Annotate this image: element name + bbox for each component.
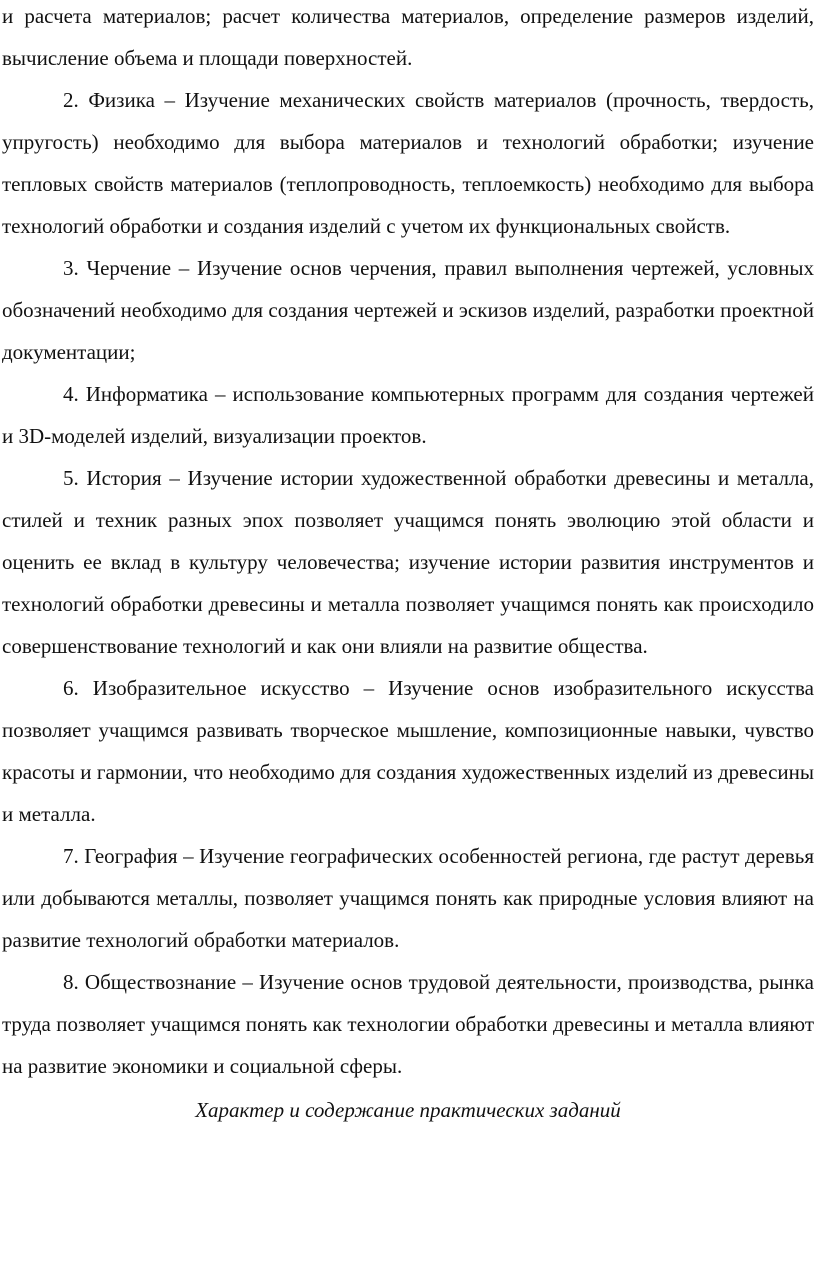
paragraph-physics: 2. Физика – Изучение механических свойств материалов (прочность, твердость, упругость) необходимо для выбора материалов и технологий обработки; изучение тепловых свойств материалов (теплопроводность, теплоемкость) необходимо для выбора технологий обработки и создания изделий с учетом их функциональных свойств.	[2, 88, 814, 238]
section-heading: Характер и содержание практических заданий	[195, 1098, 621, 1122]
paragraph-geography: 7. География – Изучение географических особенностей региона, где растут деревья или добываются металлы, позволяет учащимся понять как природные условия влияют на развитие технологий обработки материалов.	[2, 844, 814, 952]
paragraph-continuation: и расчета материалов; расчет количества материалов, определение размеров изделий, вычисление объема и площади поверхностей.	[2, 4, 814, 70]
paragraph-social-studies: 8. Обществознание – Изучение основ трудовой деятельности, производства, рынка труда позволяет учащимся понять как технологии обработки древесины и металла влияют на развитие экономики и социальной сферы.	[2, 970, 814, 1078]
paragraph-informatics: 4. Информатика – использование компьютерных программ для создания чертежей и 3D-моделей изделий, визуализации проектов.	[2, 382, 814, 448]
paragraph-history: 5. История – Изучение истории художественной обработки древесины и металла, стилей и техник разных эпох позволяет учащимся понять эволюцию этой области и оценить ее вклад в культуру человечества; изучение истории развития инструментов и технологий обработки древесины и металла позволяет учащимся понять как происходило совершенствование технологий и как они влияли на развитие общества.	[2, 466, 814, 658]
paragraph-drafting: 3. Черчение – Изучение основ черчения, правил выполнения чертежей, условных обозначений необходимо для создания чертежей и эскизов изделий, разработки проектной документации;	[2, 256, 814, 364]
paragraph-fine-arts: 6. Изобразительное искусство – Изучение основ изобразительного искусства позволяет учащимся развивать творческое мышление, композиционные навыки, чувство красоты и гармонии, что необходимо для создания художественных изделий из древесины и металла.	[2, 676, 814, 826]
